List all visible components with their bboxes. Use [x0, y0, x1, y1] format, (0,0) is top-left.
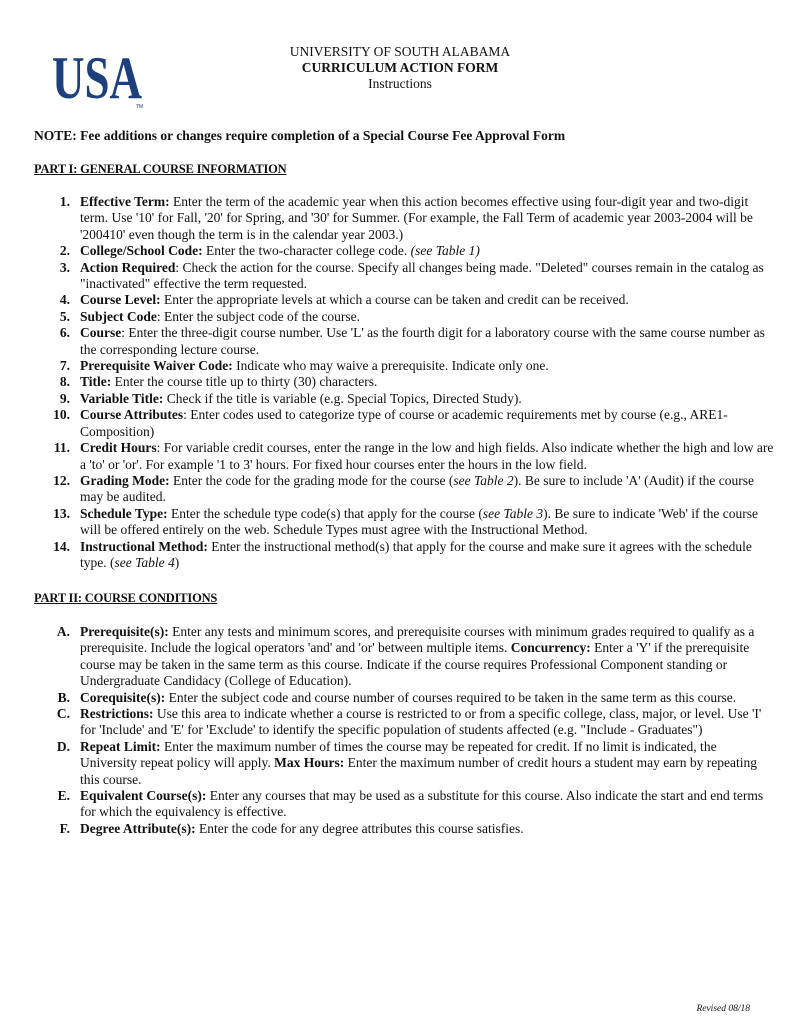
form-header — [200, 44, 600, 92]
table-reference: see Table 2 — [453, 472, 514, 488]
item-number: 2. — [59, 243, 70, 259]
item-number: 10. — [53, 407, 70, 423]
item-term: Variable Title: — [80, 390, 164, 406]
list-item — [34, 374, 774, 390]
item-number: D. — [56, 738, 70, 754]
item-text: Enter any tests and minimum scores, and prerequisite courses with minimum grades required to qualify as a prerequisite. Include the logical operators 'and' and 'or' between multiple items. — [80, 624, 755, 656]
item-term: College/School Code: — [80, 243, 203, 259]
item-term: Title: — [80, 374, 112, 390]
item-text: Enter the term of the academic year when this action becomes effective using four-digit year and two-digit term. Use '10' for Fall, '20' for Spring, and '30' for Summer. (For example, the Fall Term of academic year 2003-2004 will be '200410' even though the term is in the calendar year 2003.) — [80, 194, 753, 242]
item-text: Check if the title is variable (e.g. Special Topics, Directed Study). — [163, 390, 522, 406]
item-text: Enter the instructional method(s) that apply for the course and make sure it agrees with the schedule type. ( — [80, 538, 752, 570]
list-item — [34, 407, 774, 440]
item-term: Prerequisite(s): — [80, 624, 169, 639]
list-item — [34, 506, 774, 539]
logo-trademark: TM — [136, 104, 144, 110]
item-text-tail: ) — [174, 554, 180, 570]
item-term: Subject Code — [80, 308, 157, 324]
item-term: Grading Mode: — [80, 472, 170, 488]
revision-note: Revised 08/18 — [696, 1004, 750, 1014]
item-number: C. — [56, 706, 70, 722]
item-term: Repeat Limit: — [80, 738, 161, 754]
table-reference: see Table 3 — [482, 505, 544, 521]
item-number: 1. — [59, 194, 70, 209]
item-text: Enter the maximum number of times the course may be repeated for credit. If no limit is indicated, the University repeat policy will apply. — [80, 738, 717, 771]
item-number: 6. — [59, 325, 70, 341]
item-term: Action Required — [80, 259, 176, 275]
item-number: 3. — [59, 259, 70, 275]
item-number: 11. — [53, 440, 70, 456]
list-item — [34, 788, 774, 821]
item-text-tail: ). Be sure to include 'A' (Audit) if the course may be audited. — [80, 472, 754, 505]
list-item — [34, 292, 774, 308]
item-number: 14. — [53, 538, 70, 554]
item-text: Enter the code for any degree attributes this course satisfies. — [195, 820, 524, 836]
item-text: : Enter the subject code of the course. — [156, 308, 361, 324]
item-number: 12. — [53, 472, 70, 488]
item-number: 9. — [59, 390, 70, 406]
item-number: 13. — [53, 505, 70, 521]
usa-logo — [50, 40, 150, 112]
list-item — [34, 624, 774, 690]
item-text: Enter the schedule type code(s) that apply for the course ( — [167, 505, 483, 521]
part1-heading: PART I: GENERAL COURSE INFORMATION — [34, 162, 287, 176]
list-item — [34, 739, 774, 788]
item-text-tail: ). Be sure to indicate 'Web' if the course will be offered entirely on the web. Schedule Types must agree with the Instructional Method. — [80, 505, 758, 538]
item-text: Enter the course title up to thirty (30) characters. — [111, 374, 378, 390]
item-term: Schedule Type: — [80, 505, 168, 521]
item-number: A. — [56, 624, 70, 639]
list-item — [34, 539, 774, 572]
list-item — [34, 690, 774, 706]
item-text: Use this area to indicate whether a course is restricted to or from a specific college, class, major, or level. Use 'I' for 'Include' and 'E' for 'Exclude' to identify the specific population of students affected (e.g. "Include - Graduates") — [80, 706, 762, 738]
list-item — [34, 194, 774, 243]
item-term: Degree Attribute(s): — [80, 820, 196, 836]
list-item — [34, 706, 774, 739]
item-term: Course Attributes — [80, 407, 184, 423]
list-item — [34, 325, 774, 358]
fee-note: NOTE: Fee additions or changes require completion of a Special Course Fee Approval Form — [34, 128, 566, 143]
item-number: 5. — [59, 308, 70, 324]
list-item — [34, 260, 774, 293]
item-text: : Enter codes used to categorize type of course or academic requirements met by course (e.g., ARE1-Composition) — [80, 407, 728, 439]
item-term: Credit Hours — [80, 440, 157, 456]
list-item — [34, 309, 774, 325]
item-term: Prerequisite Waiver Code: — [80, 358, 233, 374]
item-text-secondary: Enter the maximum number of credit hours a student may earn by repeating this course. — [80, 755, 757, 787]
item-term: Restrictions: — [80, 706, 154, 722]
item-number: F. — [59, 820, 70, 836]
part2-heading: PART II: COURSE CONDITIONS — [34, 591, 218, 605]
item-number: E. — [57, 788, 70, 804]
item-term-secondary: Concurrency: — [510, 640, 591, 656]
item-text-secondary: Enter a 'Y' if the prerequisite course may be taken in the same term as this course. Indicate if the course requires Professional Component standing or Undergraduate Candidacy (College of Education). — [80, 640, 750, 689]
item-number: 7. — [59, 358, 70, 374]
list-item — [34, 821, 774, 837]
item-number: B. — [57, 689, 70, 705]
item-text: : Enter the three-digit course number. Use 'L' as the fourth digit for a laboratory course with the same course number as the corresponding lecture course. — [80, 325, 765, 357]
item-term: Effective Term: — [80, 194, 170, 209]
item-text: Enter any courses that may be used as a substitute for this course. Also indicate the start and end terms for which the equivalency is effective. — [80, 788, 764, 820]
list-item — [34, 473, 774, 506]
form-title: CURRICULUM ACTION FORM — [301, 60, 499, 75]
item-text: Enter the code for the grading mode for the course ( — [169, 472, 454, 488]
form-subtitle: Instructions — [368, 76, 432, 91]
item-term: Course — [80, 325, 122, 341]
item-text: Enter the subject code and course number of courses required to be taken in the same term as this course. — [165, 689, 737, 705]
list-item — [34, 440, 774, 473]
item-text: Enter the two-character college code. — [202, 243, 411, 259]
logo-letters: USA — [52, 45, 142, 111]
list-item — [34, 391, 774, 407]
part2-list — [34, 624, 774, 837]
item-term: Course Level: — [80, 292, 161, 308]
table-reference: see Table 4 — [114, 554, 175, 570]
list-item — [34, 358, 774, 374]
item-number: 4. — [59, 292, 70, 308]
item-number: 8. — [59, 374, 70, 390]
item-text: : For variable credit courses, enter the range in the low and high fields. Also indicate whether the high and low are a 'to' or 'or'. For example '1 to 3' hours. For fixed hour courses enter the hours in the low field. — [80, 440, 774, 472]
university-name: UNIVERSITY OF SOUTH ALABAMA — [289, 44, 511, 59]
item-term: Equivalent Course(s): — [80, 788, 207, 804]
item-term: Instructional Method: — [80, 538, 208, 554]
table-reference: (see Table 1) — [410, 243, 480, 259]
list-item — [34, 243, 774, 259]
part1-list — [34, 194, 774, 571]
item-term-secondary: Max Hours: — [274, 755, 345, 771]
item-term: Corequisite(s): — [80, 689, 166, 705]
item-text: Indicate who may waive a prerequisite. Indicate only one. — [232, 358, 549, 374]
item-text: : Check the action for the course. Specify all changes being made. "Deleted" courses remain in the catalog as "inactivated" effective the term requested. — [80, 259, 764, 292]
item-text: Enter the appropriate levels at which a course can be taken and credit can be received. — [160, 292, 629, 308]
